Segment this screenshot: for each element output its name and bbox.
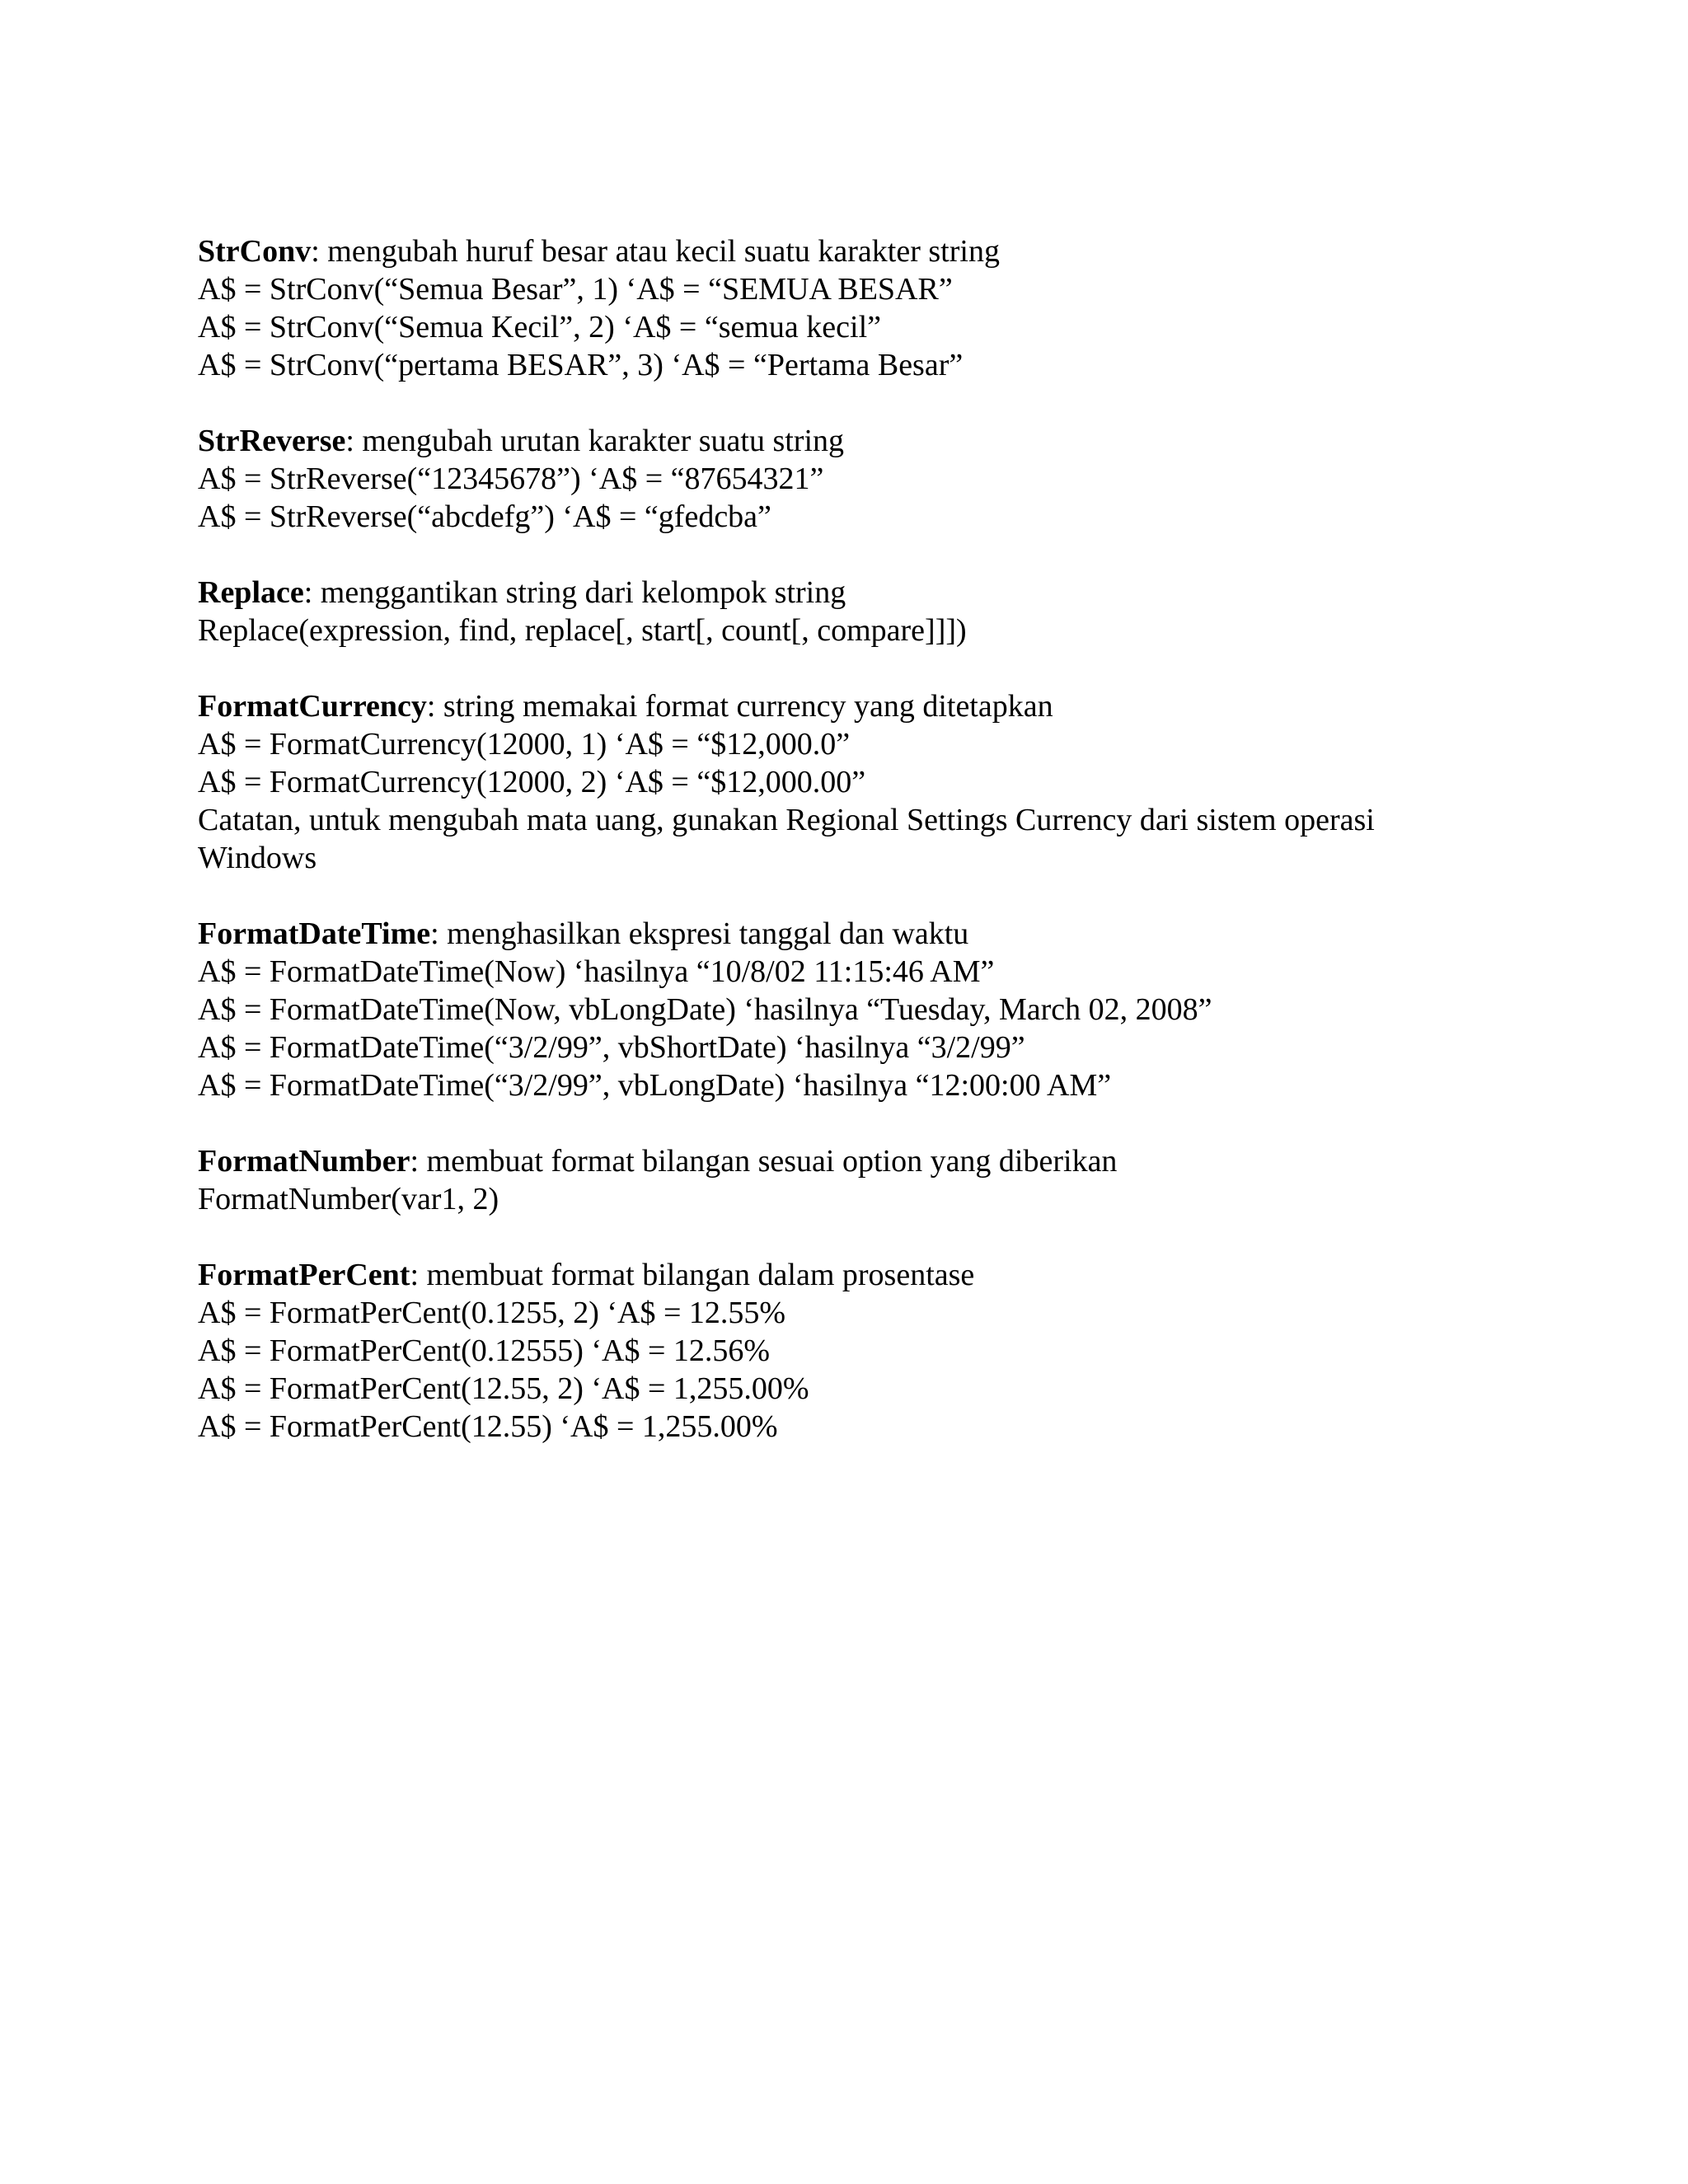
- section-heading: [198, 232, 1500, 270]
- section-replace: [198, 574, 1500, 649]
- code-line: A$ = FormatCurrency(12000, 2) ‘A$ = “$12,000.00”: [198, 765, 866, 799]
- code-line: A$ = FormatPerCent(12.55, 2) ‘A$ = 1,255.00%: [198, 1371, 809, 1406]
- section-formatnumber: [198, 1142, 1500, 1218]
- code-line: FormatNumber(var1, 2): [198, 1182, 499, 1216]
- document-body: [198, 232, 1500, 1483]
- code-line: A$ = StrReverse(“12345678”) ‘A$ = “87654321”: [198, 462, 824, 496]
- section-formatcurrency: [198, 687, 1500, 877]
- function-name: FormatNumber: [198, 1144, 410, 1179]
- section-formatpercent: [198, 1256, 1500, 1446]
- code-line: A$ = StrConv(“pertama BESAR”, 3) ‘A$ = “Pertama Besar”: [198, 348, 964, 382]
- function-description: : menghasilkan ekspresi tanggal dan waktu: [430, 916, 969, 951]
- function-name: FormatCurrency: [198, 689, 427, 724]
- function-description: : mengubah urutan karakter suatu string: [345, 424, 845, 458]
- code-line: A$ = FormatCurrency(12000, 1) ‘A$ = “$12,000.0”: [198, 727, 851, 762]
- code-line: A$ = StrConv(“Semua Besar”, 1) ‘A$ = “SEMUA BESAR”: [198, 272, 953, 307]
- function-name: StrReverse: [198, 424, 346, 458]
- code-line: A$ = FormatPerCent(12.55) ‘A$ = 1,255.00%: [198, 1409, 778, 1444]
- code-line: A$ = FormatPerCent(0.1255, 2) ‘A$ = 12.55%: [198, 1296, 786, 1330]
- function-name: Replace: [198, 575, 304, 610]
- function-name: StrConv: [198, 234, 312, 269]
- function-name: FormatDateTime: [198, 916, 431, 951]
- code-line: A$ = FormatPerCent(0.12555) ‘A$ = 12.56%: [198, 1333, 771, 1368]
- function-description: : membuat format bilangan sesuai option yang diberikan: [410, 1144, 1118, 1179]
- code-line: A$ = StrConv(“Semua Kecil”, 2) ‘A$ = “semua kecil”: [198, 310, 882, 344]
- section-heading: [198, 1256, 1500, 1294]
- section-heading: [198, 915, 1500, 953]
- section-heading: [198, 1142, 1500, 1180]
- code-line: A$ = FormatDateTime(Now) ‘hasilnya “10/8/02 11:15:46 AM”: [198, 954, 995, 989]
- section-heading: [198, 574, 1500, 612]
- section-heading: [198, 687, 1500, 725]
- function-description: : membuat format bilangan dalam prosentase: [410, 1258, 975, 1292]
- code-line: Replace(expression, find, replace[, start[, count[, compare]]]): [198, 613, 967, 648]
- code-line: A$ = FormatDateTime(Now, vbLongDate) ‘hasilnya “Tuesday, March 02, 2008”: [198, 992, 1212, 1027]
- code-line: A$ = FormatDateTime(“3/2/99”, vbLongDate) ‘hasilnya “12:00:00 AM”: [198, 1068, 1112, 1103]
- function-description: : string memakai format currency yang ditetapkan: [426, 689, 1053, 724]
- note-text: Catatan, untuk mengubah mata uang, gunakan Regional Settings Currency dari sistem operasi Windows: [198, 803, 1375, 875]
- section-strconv: [198, 232, 1500, 384]
- section-heading: [198, 422, 1500, 460]
- section-formatdatetime: [198, 915, 1500, 1104]
- code-line: A$ = FormatDateTime(“3/2/99”, vbShortDate) ‘hasilnya “3/2/99”: [198, 1030, 1025, 1065]
- function-description: : mengubah huruf besar atau kecil suatu karakter string: [311, 234, 1000, 269]
- function-name: FormatPerCent: [198, 1258, 410, 1292]
- section-strreverse: [198, 422, 1500, 536]
- code-line: A$ = StrReverse(“abcdefg”) ‘A$ = “gfedcba”: [198, 499, 771, 534]
- function-description: : menggantikan string dari kelompok string: [303, 575, 846, 610]
